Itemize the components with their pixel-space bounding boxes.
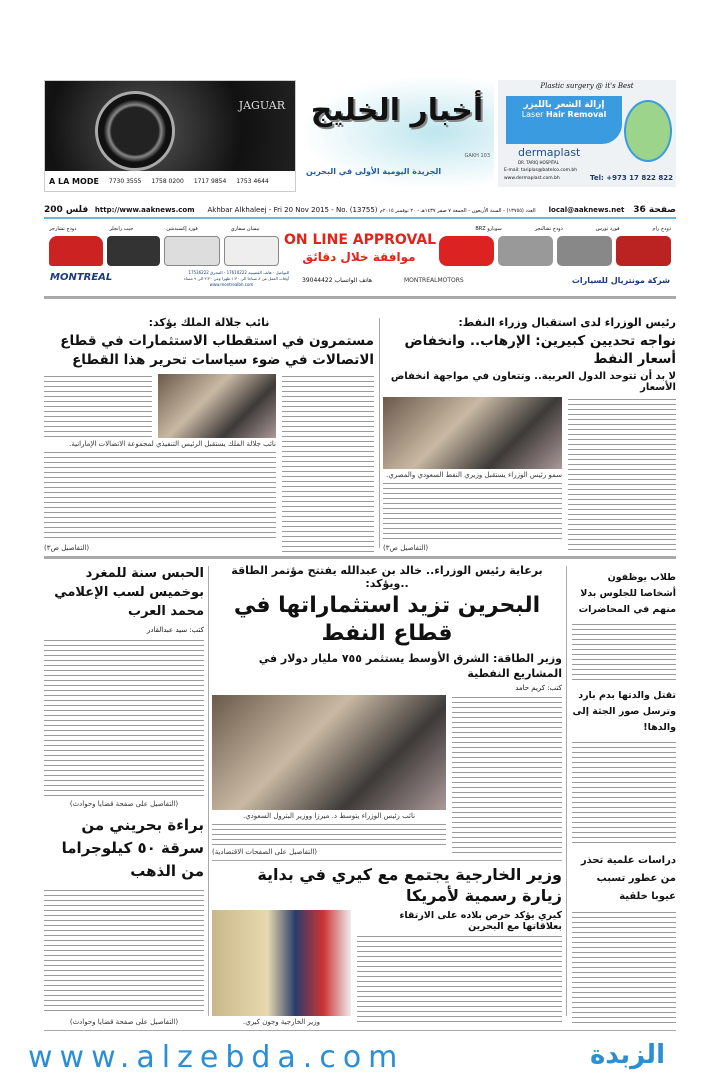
top-story-pm[interactable] [383, 316, 676, 552]
tagline: الجريدة اليومية الأولى في البحرين [306, 167, 442, 176]
model-label: نيسان سفاري [230, 226, 260, 232]
column-divider [208, 566, 209, 1016]
more-link[interactable]: (التفاصيل على الصفحات الاقتصادية) [212, 848, 318, 856]
phone: 7730 3555 [108, 177, 142, 185]
body-text [44, 450, 276, 542]
car-image [224, 236, 280, 266]
car-models [49, 226, 671, 232]
car-image [557, 236, 612, 266]
phone: 1717 9854 [193, 177, 227, 185]
car-image [616, 236, 671, 266]
more-link[interactable]: (التفاصيل ص٣) [44, 544, 90, 552]
headline: الحبس سنة للمغرد بوخميس لسب الإعلامي محمد العرب [54, 566, 204, 619]
model-label: دودج تشالنجر [534, 226, 563, 232]
website-link[interactable]: http://www.aaknews.com [94, 206, 195, 214]
body-text [572, 910, 676, 1024]
body-text [572, 740, 676, 844]
headline: دراسات علمية تحذر من عطور تسبب عيوبا خلقية [580, 855, 676, 902]
divider [44, 556, 676, 559]
left-story-2[interactable] [44, 814, 204, 1026]
clinic-ad[interactable] [498, 80, 676, 187]
edition-en: Akhbar Alkhaleej - Fri 20 Nov 2015 - No. (13755) [207, 206, 378, 214]
logo-text: أخبار الخليج [310, 93, 484, 128]
info-bar [44, 203, 676, 219]
kicker: برعاية رئيس الوزراء.. خالد بن عبدالله يفتتح مؤتمر الطاقة ..ويؤكد: [231, 564, 543, 590]
clinic-email: E-mail: tariplas@batelco.com.bh [504, 168, 578, 173]
more-link[interactable]: (التفاصيل على صفحة قضايا وحوادث) [69, 800, 179, 808]
photo [158, 374, 276, 438]
contact-line: للتواصل - هاتف القضيبية 17610222 - المحرق 17536222 [188, 270, 289, 275]
body-text [282, 374, 374, 552]
column-divider [566, 566, 567, 1016]
clinic-title-en-bold: Hair Removal [545, 110, 607, 119]
issue-code: GAKH 103 [464, 153, 490, 159]
caption: وزير الخارجية وجون كيري. [242, 1018, 321, 1026]
top-story-telecom[interactable] [44, 316, 374, 552]
caption: نائب رئيس الوزراء يتوسط د. ميرزا ووزير البترول السعودي. [242, 812, 416, 820]
headline: وزير الخارجية يجتمع مع كيري في بداية زيارة رسمية لأمريكا [257, 865, 562, 905]
model-label: جيب رانجلر [109, 226, 134, 232]
hours-line: أوقات العمل من ٨ صباحا الى ١:٣٠ ظهرا ومن ٣:٣٠ الى ٩ مساء [183, 276, 289, 281]
headline: تقتل والدتها بدم بارد وترسل صور الجثة إلى والدها! [572, 690, 676, 733]
car-contact [174, 270, 289, 288]
edition-ar: العدد (١٣٧٥٥) - السنة الأربعون - الجمعة ٧ صفر ١٤٣٧هـ - ٢٠ نوفمبر ٢٠١٥م [379, 208, 536, 214]
clinic-sub: DR. TARIQ HOSPITAL [518, 160, 559, 165]
model-label: فورد تورس [595, 226, 620, 232]
car-image [164, 236, 220, 266]
divider [212, 860, 562, 861]
column-divider [379, 318, 380, 548]
car-ad-sub: موافقة خلال دقائق [302, 250, 416, 264]
headline: مستمرون في استقطاب الاستثمارات في قطاع الاتصالات في ضوء سياسات تحرير هذا القطاع [60, 333, 374, 368]
car-image [439, 236, 494, 266]
photo [383, 397, 562, 469]
body-text [383, 481, 562, 542]
kicker: رئيس الوزراء لدى استقبال وزراء النفط: [458, 316, 676, 329]
photo [212, 695, 446, 810]
clinic-title-en: Laser [521, 110, 546, 119]
clinic-slogan: Plastic surgery @ it's Best [540, 82, 634, 90]
body-text [44, 374, 152, 438]
byline: كتب: كريم حامد [515, 684, 562, 692]
caption: نائب جلالة الملك يستقبل الرئيس التنفيذي لمجموعة الاتصالات الإماراتية. [69, 440, 276, 448]
car-ad-headline: ON LINE APPROVAL [284, 232, 437, 248]
photo [212, 910, 351, 1016]
headline: نواجه تحديين كبيرين: الإرهاب.. وانخفاض أسعار النفط [404, 333, 676, 367]
model-label: سوبارو BRZ [475, 226, 502, 232]
divider [44, 1030, 676, 1031]
kicker: نائب جلالة الملك يؤكد: [148, 316, 270, 329]
watch-brand: JAGUAR [238, 99, 285, 112]
site-line[interactable]: www.montrealbh.com [209, 282, 254, 287]
clinic-title-ar: إزالة الشعر بالليزر [523, 100, 605, 110]
phone: 1758 0200 [151, 177, 184, 185]
main-story[interactable] [212, 564, 562, 856]
subheadline: وزير الطاقة: الشرق الأوسط يستثمر ٧٥٥ مليار دولار في المشاريع النفطية [258, 652, 562, 680]
subheadline: لا بد أن تتوحد الدول العربية.. وتتعاون في مواجهة انخفاض الأسعار [390, 371, 676, 393]
clinic-building [624, 100, 672, 162]
clinic-tel: Tel: +973 17 822 822 [590, 174, 673, 182]
watermark-url: www.alzebda.com [28, 1040, 405, 1075]
page-count: 36 صفحة [633, 205, 676, 215]
masthead-logo [300, 75, 494, 190]
body-text [44, 888, 204, 1015]
email-link[interactable]: local@aaknews.net [548, 206, 625, 214]
clinic-web: www.dermaplast.com.bh [504, 176, 560, 181]
more-link[interactable]: (التفاصيل ص٣) [383, 544, 429, 552]
right-story-1[interactable] [572, 570, 676, 682]
right-story-3[interactable] [572, 852, 676, 1024]
body-text [44, 638, 204, 797]
watch-image [95, 91, 175, 171]
car-image [498, 236, 553, 266]
car-left-group [49, 236, 279, 266]
body-text [212, 822, 446, 846]
whatsapp: هاتف الواتساب 39044422 [302, 277, 372, 284]
car-right-group [439, 236, 671, 266]
montreal-logo: MONTREAL [50, 272, 113, 283]
car-image [49, 236, 103, 266]
model-label: دودج تشارجر [49, 226, 77, 232]
byline: كتب: سيد عبدالقادر [147, 626, 204, 634]
headline: طلاب يوظفون أشخاصا للجلوس بدلا منهم في المحاضرات [578, 572, 676, 615]
right-story-2[interactable] [572, 688, 676, 844]
car-company: شركة مونتريال للسيارات [571, 276, 670, 285]
store-name: A LA MODE [49, 176, 99, 186]
caption: سمو رئيس الوزراء يستقبل وزيري النفط السعودي والمصري. [386, 471, 562, 479]
subheadline: كيري يؤكد حرص بلاده على الارتقاء بعلاقاتها مع البحرين [399, 910, 562, 932]
model-label: فورد إكسبدشن [166, 226, 198, 232]
body-text [452, 695, 562, 856]
model-label: دودج رام [652, 226, 671, 232]
watermark-logo: الزبدة [590, 1040, 665, 1070]
clinic-banner [506, 96, 622, 144]
body-text [357, 934, 562, 1026]
watch-ad[interactable] [44, 80, 296, 192]
clinic-brand: dermaplast [518, 146, 581, 159]
car-image [107, 236, 161, 266]
instagram-handle: MONTREALMOTORS [404, 277, 464, 284]
headline: البحرين تزيد استثماراتها في قطاع النفط [233, 593, 541, 646]
more-link[interactable]: (التفاصيل على صفحة قضايا وحوادث) [69, 1018, 179, 1026]
divider [44, 296, 676, 299]
body-text [568, 397, 676, 552]
car-ad[interactable] [44, 224, 676, 292]
price: 200 فلس [44, 205, 89, 215]
left-story-1[interactable] [44, 564, 204, 808]
kerry-story[interactable] [212, 864, 562, 1026]
headline: براءة بحريني من سرقة ٥٠ كيلوجراما من الذهب [61, 816, 204, 880]
body-text [572, 622, 676, 682]
watch-ad-footer [45, 171, 295, 191]
phone: 1753 4644 [236, 177, 269, 185]
